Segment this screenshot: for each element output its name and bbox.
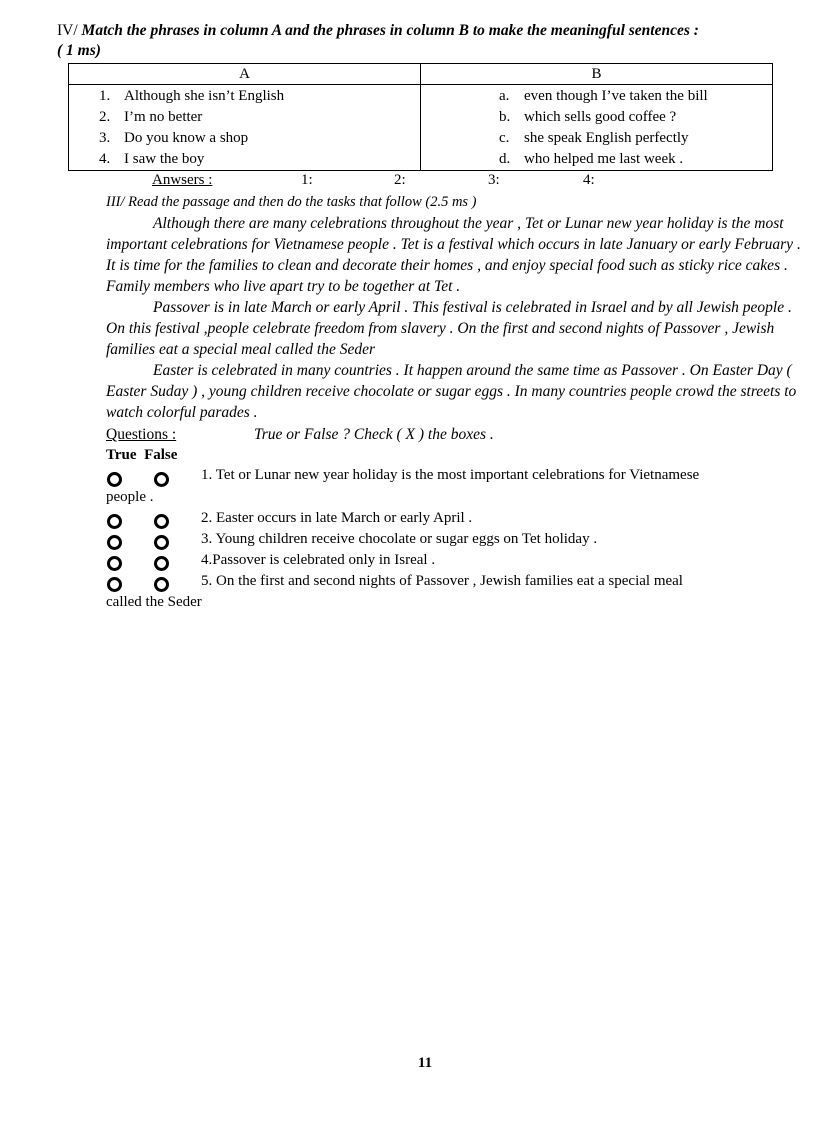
true-radio-1[interactable] bbox=[107, 472, 122, 487]
false-radio-4[interactable] bbox=[154, 556, 169, 571]
question-text-5-cont: called the Seder bbox=[106, 594, 202, 610]
section4-title bbox=[57, 22, 699, 40]
false-label: False bbox=[144, 447, 178, 463]
false-radio-1[interactable] bbox=[154, 472, 169, 487]
column-b-item: d. who helped me last week . bbox=[499, 151, 684, 167]
column-b-item: c. she speak English perfectly bbox=[499, 130, 689, 146]
questions-label: Questions : bbox=[106, 426, 177, 443]
matching-table bbox=[68, 63, 773, 171]
answers-line bbox=[152, 172, 595, 189]
question-text-5: 5. On the first and second nights of Passover , Jewish families eat a special meal bbox=[201, 573, 683, 589]
column-a-item: 4. I saw the boy bbox=[99, 151, 205, 167]
false-radio-5[interactable] bbox=[154, 577, 169, 592]
question-text-1-cont: people . bbox=[106, 489, 154, 505]
false-radio-3[interactable] bbox=[154, 535, 169, 550]
section4-title-line2: ( 1 ms) bbox=[57, 42, 101, 59]
question-text-2: 2. Easter occurs in late March or early April . bbox=[201, 510, 473, 526]
answers-label: Anwsers : bbox=[152, 172, 213, 188]
question-text-4: 4.Passover is celebrated only in Isreal . bbox=[201, 552, 436, 568]
section4-roman: IV/ bbox=[57, 22, 78, 39]
answer-slot-2[interactable]: 2: bbox=[394, 172, 406, 188]
true-label: True bbox=[106, 447, 137, 463]
column-a-item: 1. Although she isn’t English bbox=[99, 88, 285, 104]
column-b-item: b. which sells good coffee ? bbox=[499, 109, 677, 125]
column-a-item: 2. I’m no better bbox=[99, 109, 203, 125]
column-a-item: 3. Do you know a shop bbox=[99, 130, 249, 146]
question-text-1: 1. Tet or Lunar new year holiday is the most important celebrations for Vietnamese bbox=[201, 467, 700, 483]
questions-instruction: True or False ? Check ( X ) the boxes . bbox=[254, 426, 494, 443]
true-false-header bbox=[106, 447, 177, 464]
questions-heading bbox=[106, 426, 494, 444]
true-radio-2[interactable] bbox=[107, 514, 122, 529]
passage-paragraph-2: Passover is in late March or early April . This festival is celebrated in Israel and by all Jewish people . On this festival ,people celebrate freedom from slavery . On the first and second nights of Passover , Jewish families eat a special meal called the Seder bbox=[106, 299, 792, 358]
column-a bbox=[69, 85, 421, 171]
answer-slot-4[interactable]: 4: bbox=[583, 172, 595, 188]
answer-slot-1[interactable]: 1: bbox=[301, 172, 313, 188]
column-a-header: A bbox=[69, 64, 421, 85]
page-number: 11 bbox=[417, 1055, 433, 1071]
true-radio-3[interactable] bbox=[107, 535, 122, 550]
section4-title-line1: Match the phrases in column A and the phrases in column B to make the meaningful sentences : bbox=[81, 22, 699, 39]
passage-paragraph-3: Easter is celebrated in many countries . It happen around the same time as Passover . On Easter Day ( Easter Suday ) , young children receive chocolate or sugar eggs . In many countries people crowd the streets to watch colorful parades . bbox=[106, 362, 797, 421]
passage-paragraph-1: Although there are many celebrations throughout the year , Tet or Lunar new year holiday is the most important celebrations for Vietnamese people . Tet is a festival which occurs in late January or early February . It is time for the families to clean and decorate their homes , and enjoy special food such as sticky rice cakes . Family members who live apart try to be together at Tet . bbox=[106, 215, 801, 295]
section3-heading: III/ Read the passage and then do the tasks that follow (2.5 ms ) bbox=[106, 194, 477, 210]
true-radio-5[interactable] bbox=[107, 577, 122, 592]
column-b-header: B bbox=[421, 64, 773, 85]
false-radio-2[interactable] bbox=[154, 514, 169, 529]
column-b-item: a. even though I’ve taken the bill bbox=[499, 88, 708, 104]
column-b bbox=[421, 85, 773, 171]
question-text-3: 3. Young children receive chocolate or sugar eggs on Tet holiday . bbox=[201, 531, 598, 547]
true-radio-4[interactable] bbox=[107, 556, 122, 571]
answer-slot-3[interactable]: 3: bbox=[488, 172, 500, 188]
